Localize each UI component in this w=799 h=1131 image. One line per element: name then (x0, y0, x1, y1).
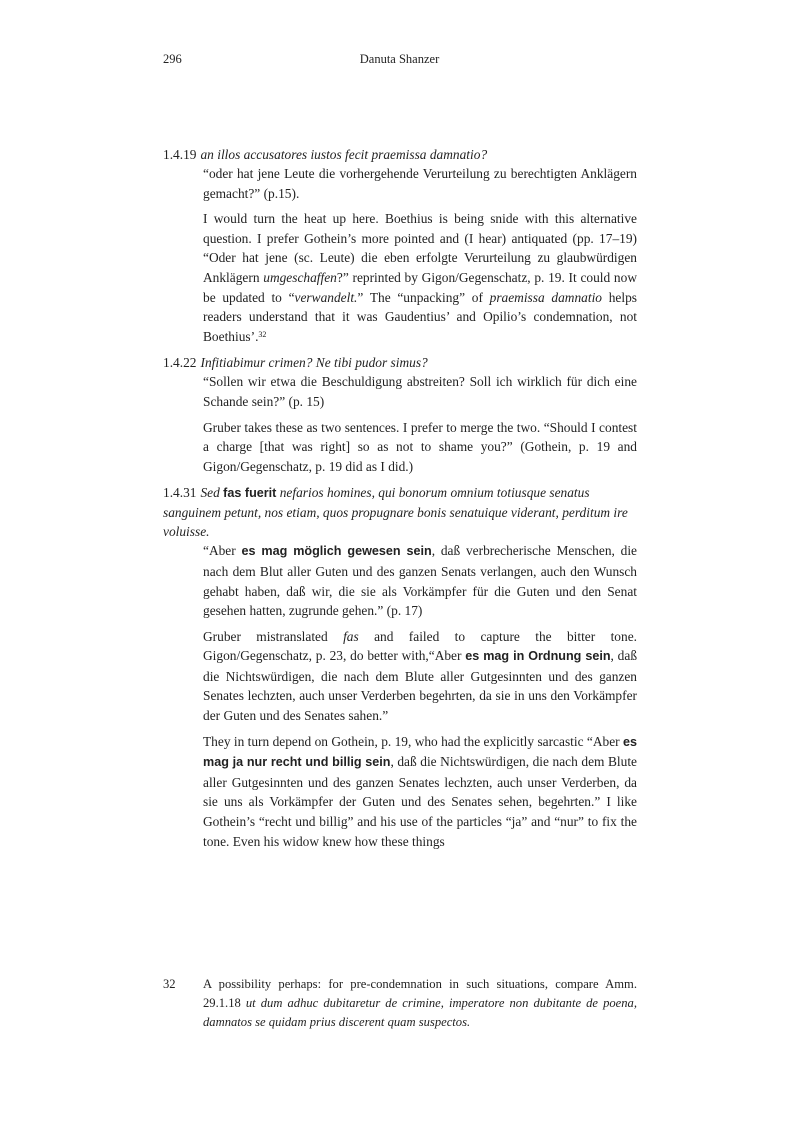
text-run: , daß verbrecherische Menschen, die nach dem Blut aller Guten und des ganzen Senats verlangen, auch den Wunsch gehabt haben, daß wir, die sie als Vorkämpfer für die Guten und den Senat gesehen hatten, zugrunde gehen.” (p. 17) (203, 543, 637, 619)
italic-text: an illos accusatores iustos fecit praemissa damnatio? (200, 147, 488, 162)
page-number: 296 (163, 52, 182, 66)
italic-text: verwandelt. (294, 289, 358, 305)
text-run: ” The “unpacking” of (357, 289, 490, 305)
commentary-entry (163, 145, 637, 346)
commentary-paragraph (203, 627, 637, 726)
bold-text: fas fuerit (223, 486, 277, 501)
text-run: They in turn depend on Gothein, p. 19, who had the explicitly sarcastic “Aber (203, 733, 623, 749)
lemma (163, 353, 637, 372)
italic-text: Infitiabimur crimen? Ne tibi pudor simus? (200, 355, 428, 371)
text-run: ?” reprinted by Gigon/Gegenschatz, p. 19. It could now be updated to “ (203, 269, 637, 305)
footnote-reference[interactable]: 32 (258, 329, 267, 339)
text-run: , daß die Nichtswürdigen, die nach dem Blute aller Gutgesinnten und des ganzen Senates lechzten, auch unser Verderben, da sie uns als Vorkämpfer der Guten und des Senates sehen, begehrten.” I like Gothein’s “recht und billig” and his use of the particles “ja” and “nur” to fix the tone. Even his widow knew how these things (203, 754, 638, 849)
commentary-paragraph (203, 541, 637, 620)
italic-text: ut dum adhuc dubitaretur de crimine, imperatore non dubitante de poena, damnatos se quidam prius discerent quam suspectos. (203, 996, 637, 1029)
bold-text: es mag möglich gewesen sein (241, 544, 432, 559)
bold-text: es mag ja nur recht und billig sein (203, 734, 637, 770)
section-number: 1.4.31 (163, 485, 197, 501)
italic-text: fas (343, 628, 359, 644)
footnote-text (203, 975, 637, 1032)
text-run: helps readers understand that it was Gaudentius’ and Opilio’s condemnation, not Boethius’. (203, 289, 637, 344)
commentary-paragraph (203, 209, 637, 346)
commentary-entry (163, 353, 637, 476)
italic-text: Sed (200, 485, 224, 501)
footnote (163, 975, 637, 1032)
text-run: I would turn the heat up here. Boethius is being snide with this alternative question. I prefer Gothein’s more pointed and (I hear) antiquated (pp. 17–19) “Oder hat jene (sc. Leute) die eben erfolgte Verurteilung zu glaubwürdigen Anklägern (203, 211, 637, 285)
lemma (163, 145, 637, 164)
text-run: “oder hat jene Leute die vorhergehende Verurteilung zu berechtigten Anklägern gemacht?” (p.15). (203, 166, 637, 201)
text-run: “Sollen wir etwa die Beschuldigung abstreiten? Soll ich wirklich für dich eine Schande sein?” (p. 15) (203, 374, 637, 409)
commentary-paragraph (203, 164, 637, 203)
section-number: 1.4.19 (163, 147, 197, 162)
text-run: Gruber mistranslated (203, 628, 344, 644)
italic-text: praemissa damnatio (489, 289, 602, 305)
lemma (163, 483, 637, 541)
section-number: 1.4.22 (163, 355, 197, 371)
text-run: Gruber takes these as two sentences. I prefer to merge the two. “Should I contest a charge [that was right] so as not to shame you?” (Gothein, p. 19 and Gigon/Gegenschatz, p. 19 did as I did.) (203, 419, 637, 474)
bold-text: es mag in Ordnung sein (465, 649, 611, 664)
commentary-paragraph (203, 732, 637, 852)
footnote-number: 32 (163, 977, 176, 991)
main-text (163, 145, 637, 858)
commentary-paragraph (203, 372, 637, 411)
running-head: Danuta Shanzer (359, 52, 440, 66)
italic-text: nefarios homines, qui bonorum omnium totiusque senatus sanguinem petunt, nos etiam, quos propugnare bonis senatuique viderant, perditum ire voluisse. (163, 485, 628, 540)
text-run: , daß die Nichtswürdigen, die nach dem Blute aller Gutgesinnten und des ganzen Senates lechzten, auch unser Verderben begehrten, da sie in uns den Vorkämpfer der Guten und des Senates sahen.” (203, 648, 638, 724)
commentary-entry (163, 483, 637, 851)
text-run: and failed to capture the bitter tone. Gigon/Gegenschatz, p. 23, do better with,“Aber (203, 628, 637, 664)
text-run: A possibility perhaps: for pre-condemnation in such situations, compare Amm. 29.1.18 (203, 977, 637, 1010)
commentary-paragraph (203, 418, 637, 477)
text-run: “Aber (203, 543, 242, 559)
italic-text: umgeschaffen (263, 269, 337, 285)
